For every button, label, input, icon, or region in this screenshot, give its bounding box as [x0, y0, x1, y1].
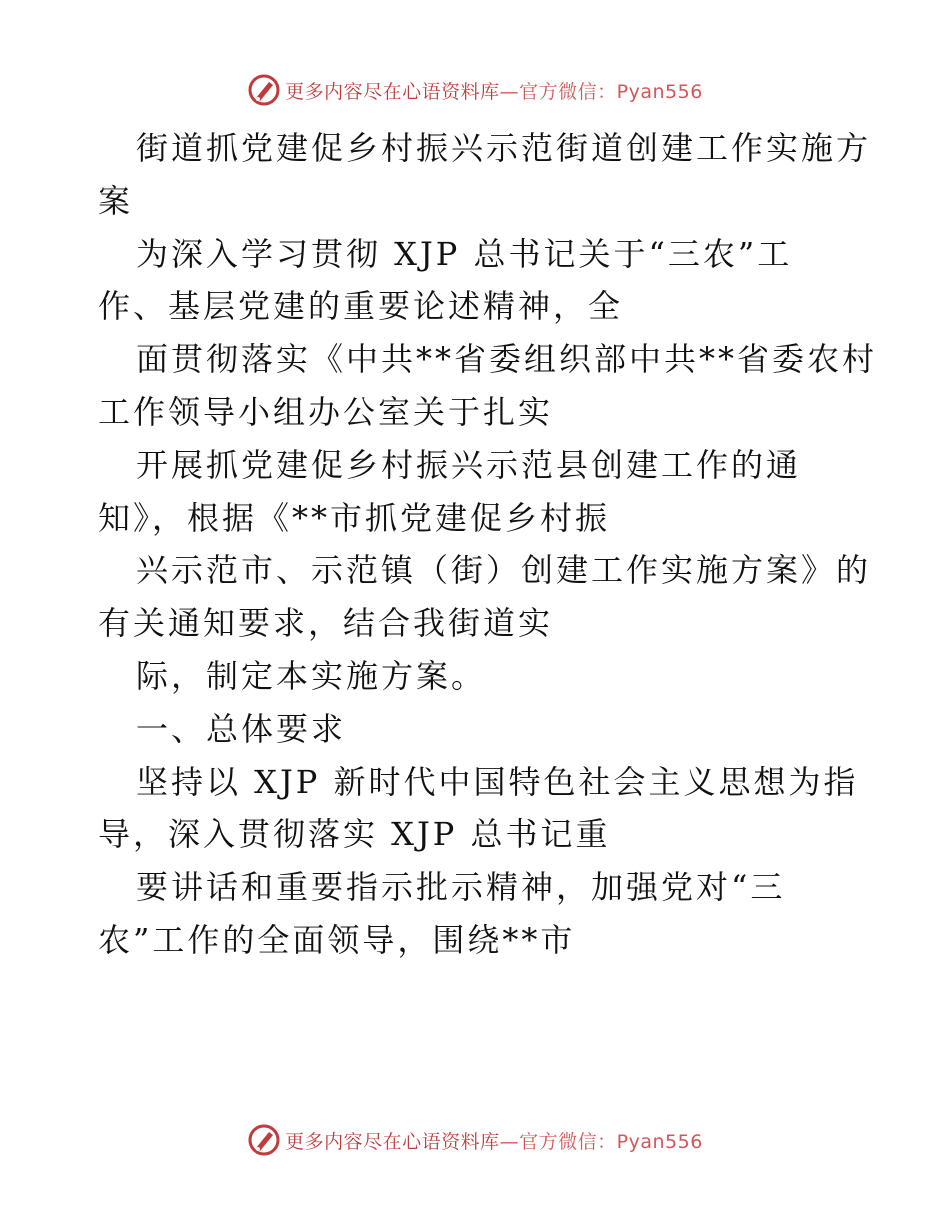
document-line: 导，深入贯彻落实 XJP 总书记重 [98, 815, 611, 854]
document-line: 际，制定本实施方案。 [136, 656, 487, 695]
watermark-main: 更多内容尽在心语资料库 [285, 80, 500, 103]
document-line: 有关通知要求，结合我街道实 [98, 604, 554, 643]
watermark-dash: — [499, 80, 520, 103]
document-line: 为深入学习贯彻 XJP 总书记关于“三农”工 [136, 234, 793, 273]
document-line: 农”工作的全面领导，围绕**市 [98, 920, 576, 959]
document-line: 工作领导小组办公室关于扎实 [98, 392, 554, 431]
pen-logo-icon [247, 73, 281, 107]
pen-logo-icon [247, 1123, 281, 1157]
document-line: 面贯彻落实《中共**省委组织部中共**省委农村 [136, 340, 878, 379]
document-line: 兴示范市、示范镇（街）创建工作实施方案》的 [136, 551, 872, 590]
watermark-dash: — [499, 1130, 520, 1153]
watermark-text [285, 1127, 703, 1154]
document-line: 作、基层党建的重要论述精神，全 [98, 287, 624, 326]
document-line: 案 [98, 181, 134, 220]
document-line: 坚持以 XJP 新时代中国特色社会主义思想为指 [136, 762, 859, 801]
document-line: 知》，根据《**市抓党建促乡村振 [98, 498, 611, 537]
document-line: 开展抓党建促乡村振兴示范县创建工作的通 [136, 445, 802, 484]
footer-watermark [0, 1120, 950, 1160]
watermark-sub: 官方微信：Pyan556 [519, 1130, 703, 1153]
watermark-sub: 官方微信：Pyan556 [519, 80, 703, 103]
watermark-text [285, 77, 703, 104]
document-line: 一、总体要求 [136, 709, 347, 748]
document-line: 要讲话和重要指示批示精神，加强党对“三 [136, 868, 786, 907]
watermark-main: 更多内容尽在心语资料库 [285, 1130, 500, 1153]
header-watermark [0, 70, 950, 110]
document-body [98, 122, 878, 967]
document-line: 街道抓党建促乡村振兴示范街道创建工作实施方 [136, 129, 872, 167]
